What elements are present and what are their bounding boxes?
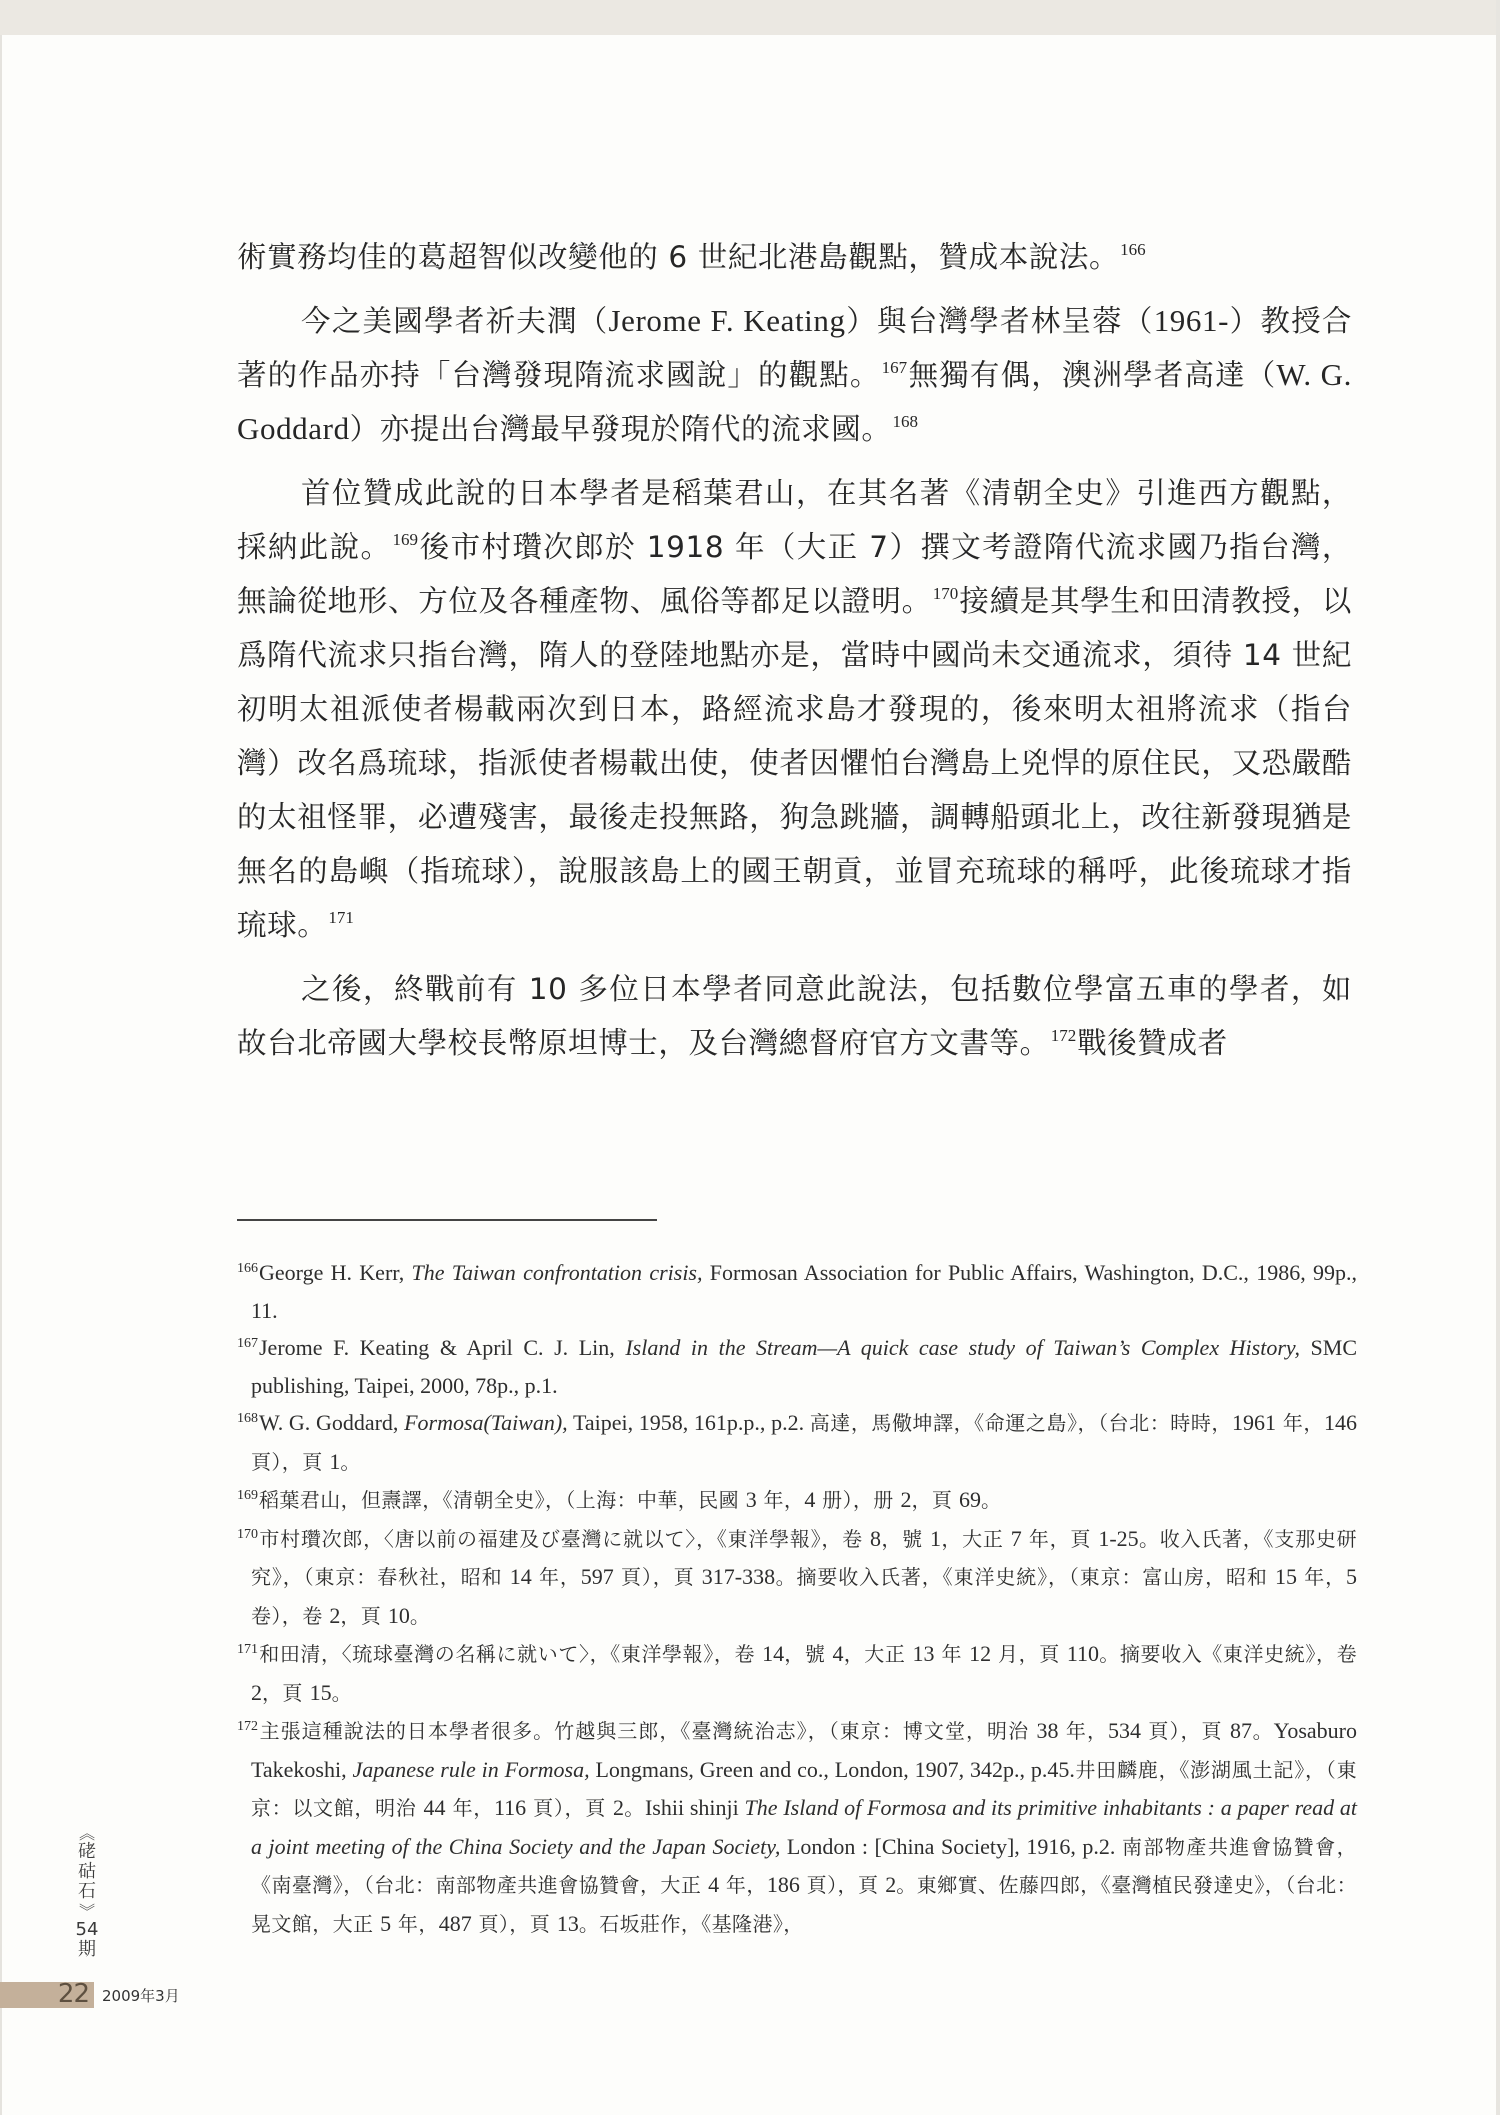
cjk-text: 月，頁	[991, 1642, 1067, 1666]
text-run: 13	[556, 1910, 579, 1936]
body-paragraph	[237, 962, 1352, 1070]
footnote-number: 166	[237, 1261, 258, 1276]
text-run: 1	[930, 1525, 942, 1551]
text-run: 8	[870, 1525, 882, 1551]
text-run: 10	[387, 1602, 410, 1628]
text-run: Yosaburo Takekoshi,	[251, 1718, 1357, 1782]
cjk-text: ，號	[881, 1526, 931, 1551]
footnote-reference[interactable]: 166	[1120, 240, 1146, 259]
text-run: W. G. Goddard,	[259, 1410, 405, 1435]
text-run: Formosan Association for Public Affairs, Washington, D.C., 1986, 99p., 11.	[251, 1260, 1357, 1323]
footnote-item	[237, 1329, 1357, 1404]
text-run: 戰後贊成者	[1077, 1026, 1228, 1060]
text-run: 44	[423, 1795, 446, 1820]
text-run: 12	[969, 1641, 992, 1666]
text-run: 38	[1036, 1718, 1059, 1743]
cjk-text: 年，	[1275, 1411, 1324, 1435]
cjk-text: 高達，馬儆坤譯，《命運之島》，（台北：時時，	[809, 1411, 1232, 1435]
text-run: 186	[766, 1872, 800, 1897]
text-run: Longmans, Green and co., London, 1907, 342p., p.45.	[589, 1756, 1075, 1782]
text-run: 4	[708, 1872, 720, 1897]
text-run: 13	[912, 1641, 935, 1666]
cjk-text: 年，	[531, 1565, 581, 1589]
footnote-number: 170	[237, 1526, 258, 1542]
title-italic: The Island of Formosa and its primitive inhabitants : a paper read at a joint meeting of the China Society and the Japan Society,	[251, 1795, 1358, 1859]
footnote-number: 167	[237, 1336, 258, 1351]
text-run: George H. Kerr,	[259, 1260, 412, 1285]
cjk-text: ，大正	[941, 1526, 1011, 1551]
body-paragraph	[237, 294, 1352, 456]
footnote-reference[interactable]: 171	[328, 908, 354, 927]
text-run: 110	[1066, 1641, 1100, 1666]
issue-suffix: 期	[78, 1939, 96, 1960]
footnote-item	[237, 1481, 1357, 1520]
body-paragraph	[237, 466, 1352, 952]
text-run: Jerome F. Keating & April C. J. Lin,	[259, 1335, 626, 1360]
cjk-text: 。	[623, 1796, 645, 1820]
text-run: 2	[900, 1487, 912, 1512]
cjk-text: 。	[1251, 1719, 1274, 1743]
title-italic: Formosa(Taiwan),	[404, 1410, 568, 1435]
cjk-text: ，頁	[340, 1603, 388, 1628]
cjk-text: 稻葉君山，但燾譯，《清朝全史》，（上海：中華，民國	[259, 1488, 746, 1512]
cjk-text: 。	[331, 1680, 352, 1705]
footnote-number: 169	[237, 1488, 258, 1503]
text-run: 69	[959, 1487, 982, 1512]
text-run: 5	[380, 1910, 392, 1936]
text-run: 87	[1229, 1718, 1252, 1743]
text-run: 14	[509, 1564, 532, 1589]
footnote-item	[237, 1254, 1357, 1329]
cjk-text: ，頁	[262, 1680, 310, 1705]
cjk-text: 頁），頁	[799, 1873, 886, 1897]
cjk-text: 年，	[719, 1873, 767, 1897]
cjk-text: 頁），頁	[526, 1796, 613, 1820]
cjk-text: 主張這種說法的日本學者很多。竹越與三郎，《臺灣統治志》，（東京：博文堂，明治	[259, 1719, 1037, 1743]
cjk-text: 市村瓚次郎，〈唐以前の福建及び臺灣に就以て〉，《東洋學報》，卷	[259, 1526, 871, 1551]
footnote-item	[237, 1635, 1357, 1712]
cjk-text: ，大正	[843, 1642, 913, 1666]
text-run: 3	[745, 1487, 757, 1512]
journal-title-open-bracket: 《	[77, 1824, 96, 1841]
footnote-reference[interactable]: 170	[932, 584, 959, 603]
cjk-text: 年，	[391, 1911, 439, 1936]
latin-text: 1961-	[1153, 303, 1230, 338]
cjk-text: 頁），頁	[1141, 1719, 1230, 1743]
latin-text: W. G. Goddard	[237, 357, 1352, 446]
text-run: 7	[1010, 1525, 1022, 1551]
cjk-text: 井田麟鹿，《澎湖風土記》，（東京：以文館，明治	[251, 1757, 1358, 1820]
cjk-text: 年，	[1296, 1565, 1346, 1589]
footnotes	[237, 1254, 1357, 1943]
cjk-text: 頁），頁	[251, 1449, 330, 1474]
cjk-text: 。收入氏著，《支那史研究》，（東京：春秋社，昭和	[251, 1526, 1357, 1589]
cjk-text: ，號	[784, 1642, 833, 1666]
text-run: 2	[251, 1679, 262, 1705]
footnote-separator	[237, 1219, 657, 1221]
text-run: 今之美國學者祈夫潤（	[301, 304, 609, 338]
text-run: 597	[580, 1564, 614, 1589]
cjk-text: 年	[934, 1642, 970, 1666]
cjk-text: 。摘要收入氏著，《東洋史統》，（東京：富山房，昭和	[775, 1565, 1275, 1589]
cjk-text: ，頁	[911, 1488, 960, 1512]
text-run: 1-25	[1098, 1525, 1139, 1551]
footnote-reference[interactable]: 168	[892, 412, 918, 431]
text-run: 15	[309, 1679, 332, 1705]
text-run: ）教授合著的作品亦持「台灣發現隋流求國說」的觀點。	[237, 304, 1352, 392]
text-run: 487	[438, 1910, 472, 1936]
footnote-number: 172	[237, 1719, 258, 1734]
page-right-edge	[1496, 0, 1500, 2115]
text-run: 首位贊成此說的日本學者是稻葉君山，在其名著《清朝全史》引進西方觀點，採納此說。	[237, 476, 1352, 564]
text-run: 2	[329, 1602, 341, 1628]
text-run: 1	[329, 1448, 341, 1474]
text-run: 14	[762, 1641, 785, 1666]
text-run: 無獨有偶，澳洲學者高達（	[908, 358, 1277, 392]
journal-title-char: 𥑮	[78, 1861, 96, 1882]
page-number: 22	[57, 1979, 89, 2009]
text-run: 146	[1323, 1410, 1357, 1435]
footnote-item	[237, 1712, 1357, 1943]
cjk-text: 卷），卷	[251, 1603, 330, 1628]
body-paragraph	[237, 230, 1352, 284]
journal-title-char: 硓	[78, 1841, 96, 1862]
text-run: 術實務均佳的葛超智似改變他的 6 世紀北港島觀點，贊成本說法。	[237, 240, 1120, 274]
cjk-text: 。摘要收入《東洋史統》，卷	[1099, 1642, 1357, 1666]
text-run: Taipei, 1958, 161p.p., p.2.	[567, 1410, 810, 1435]
cjk-text: 册），册	[815, 1488, 901, 1512]
footnote-item	[237, 1520, 1357, 1636]
footnote-reference[interactable]: 172	[1050, 1026, 1077, 1045]
title-italic: The Taiwan confrontation crisis,	[411, 1260, 703, 1285]
title-italic: Island in the Stream—A quick case study of Taiwan’s Complex History,	[625, 1335, 1300, 1360]
cjk-text: 。	[981, 1488, 1002, 1512]
page-top-band	[0, 0, 1500, 35]
text-run: 5	[1345, 1564, 1357, 1589]
issue-number: 54	[75, 1919, 99, 1940]
cjk-text: 頁），頁	[471, 1911, 557, 1936]
cjk-text: 。東鄉實、佐藤四郎，《臺灣植民發達史》，（台北：晃文館，大正	[251, 1873, 1357, 1936]
footnote-number: 168	[237, 1411, 258, 1426]
cjk-text: 頁），頁	[613, 1565, 702, 1589]
page-left-edge	[0, 0, 2, 2115]
footnote-number: 171	[237, 1642, 258, 1657]
cjk-text: 和田清，〈琉球臺灣の名稱に就いて〉，《東洋學報》，卷	[259, 1642, 763, 1666]
cjk-text: 。石坂莊作，《基隆港》，	[578, 1911, 804, 1936]
text-run: London : [China Society], 1916, p.2.	[780, 1833, 1122, 1859]
footnote-item	[237, 1404, 1357, 1481]
cjk-text: 年，頁	[1021, 1526, 1099, 1551]
title-italic: Japanese rule in Formosa,	[352, 1756, 590, 1782]
text-run: 4	[832, 1641, 844, 1666]
cjk-text: 。	[340, 1449, 361, 1474]
issue-date: 2009年3月	[102, 1987, 180, 2005]
footnote-reference[interactable]: 167	[881, 358, 908, 377]
text-run: 534	[1108, 1718, 1142, 1743]
text-run: 116	[493, 1795, 527, 1820]
cjk-text: 。	[409, 1603, 431, 1628]
text-run: 後市村瓚次郎於 1918 年（大正 7）撰文考證隋代流求國乃指台灣，無論從地形、方位及各種產物、風俗等都足以證明。	[237, 530, 1352, 618]
text-run: 317-338	[701, 1564, 776, 1589]
text-run: 之後，終戰前有 10 多位日本學者同意此說法，包括數位學富五車的學者，如故台北帝國大學校長幣原坦博士，及台灣總督府官方文書等。	[237, 972, 1352, 1060]
text-run: Ishii shinji	[644, 1795, 745, 1820]
text-run: 2	[885, 1872, 897, 1897]
journal-title-close-bracket: 》	[77, 1902, 96, 1919]
text-run: 4	[804, 1487, 816, 1512]
cjk-text: 南部物產共進會協贊會，《南臺灣》，（台北：南部物產共進會協贊會，大正	[251, 1834, 1358, 1897]
page-number-tab	[0, 1979, 94, 2009]
text-run: ）亦提出台灣最早發現於隋代的流求國。	[349, 412, 892, 446]
footnote-reference[interactable]: 169	[392, 530, 418, 549]
body-text	[237, 230, 1352, 1070]
journal-issue-label	[72, 1824, 102, 1960]
cjk-text: 年，	[1058, 1719, 1109, 1743]
cjk-text: 年，	[756, 1488, 805, 1512]
text-run: 15	[1274, 1564, 1297, 1589]
text-run: 1961	[1231, 1410, 1276, 1435]
text-run: 接續是其學生和田清教授，以爲隋代流求只指台灣，隋人的登陸地點亦是，當時中國尚未交通流求，須待 14 世紀初明太祖派使者楊載兩次到日本，路經流求島才發現的，後來明太祖將流求（指台灣）改名爲琉球，指派使者楊載出使，使者因懼怕台灣島上兇悍的原住民，又恐嚴酷的太祖怪罪，必遭殘害，最後走投無路，狗急跳牆，調轉船頭北上，改往新發現猶是無名的島嶼（指琉球），說服該島上的國王朝貢，並冒充琉球的稱呼，此後琉球才指琉球。	[237, 584, 1352, 942]
text-run: 2	[612, 1795, 624, 1820]
latin-text: Jerome F. Keating	[608, 303, 846, 338]
text-run: SMC publishing, Taipei, 2000, 78p., p.1.	[251, 1335, 1357, 1398]
cjk-text: 年，	[445, 1796, 494, 1820]
journal-title-char: 石	[78, 1881, 96, 1902]
text-run: ）與台灣學者林呈蓉（	[845, 304, 1154, 338]
